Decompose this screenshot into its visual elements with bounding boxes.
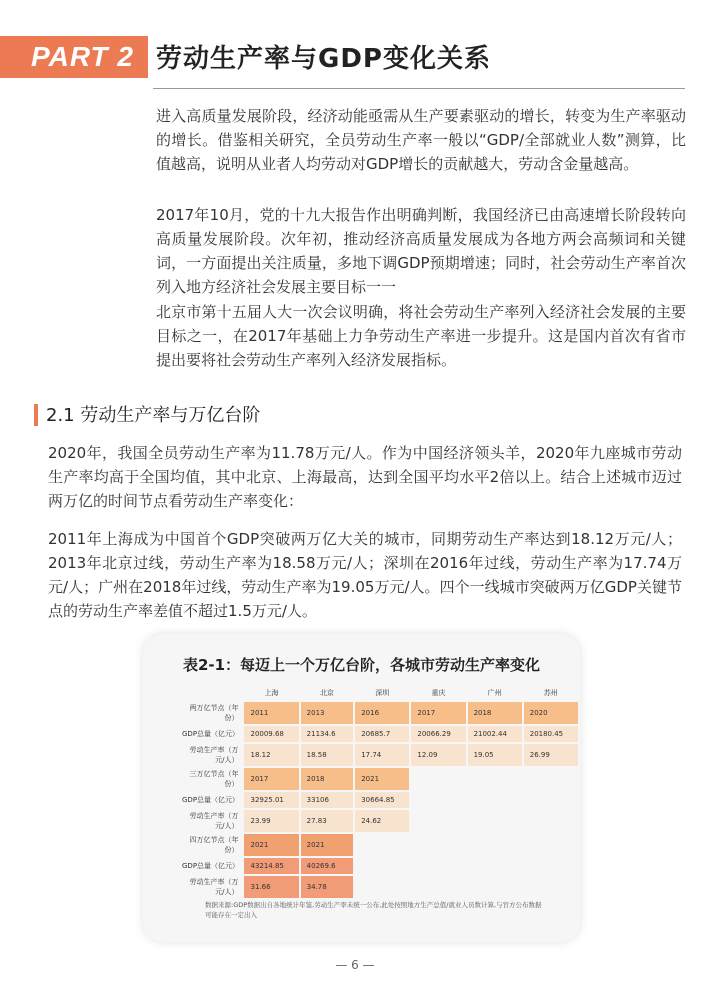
paragraph-1: 进入高质量发展阶段，经济动能亟需从生产要素驱动的增长，转变为生产率驱动的增长。借鉴相关研究，全员劳动生产率一般以“GDP/全部就业人数”测算，比值越高，说明从业者人均劳动对GDP增长的贡献越大，劳动含金量越高。	[156, 107, 686, 173]
table-card	[143, 634, 580, 942]
table-cell: 23.99	[244, 810, 298, 832]
table-cell: 21002.44	[468, 726, 522, 742]
table-cell: 43214.85	[244, 858, 298, 874]
table-header-row	[181, 686, 578, 700]
table-cell	[411, 768, 465, 790]
table-cell: 2017	[411, 702, 465, 724]
row-label: 三万亿节点（年份）	[181, 768, 242, 790]
part-badge: PART 2	[0, 36, 148, 78]
table-cell: 31.66	[244, 876, 298, 898]
section-paragraph-2: 2011年上海成为中国首个GDP突破两万亿大关的城市，同期劳动生产率达到18.12万元/人；2013年北京过线，劳动生产率为18.58万元/人；深圳在2016年过线，劳动生产率为17.74万元/人；广州在2018年过线，劳动生产率为19.05万元/人。四个一线城市突破两万亿GDP关键节点的劳动生产率差值不超过1.5万元/人。	[48, 530, 682, 620]
table-cell	[411, 876, 465, 898]
table-cell: 19.05	[468, 744, 522, 766]
table-cell	[524, 810, 578, 832]
row-label: 劳动生产率（万元/人）	[181, 744, 242, 766]
table-cell: 33106	[301, 792, 354, 808]
table-cell	[411, 858, 465, 874]
column-header: 上海	[264, 689, 279, 697]
table-cell	[411, 810, 465, 832]
row-label: GDP总量（亿元）	[181, 792, 242, 808]
table-cell: 2021	[301, 834, 354, 856]
table-cell: 2016	[355, 702, 409, 724]
page-title: 劳动生产率与GDP变化关系	[156, 44, 491, 74]
table-cell: 32925.01	[244, 792, 298, 808]
row-label: 劳动生产率（万元/人）	[181, 810, 242, 832]
table-cell: 2021	[244, 834, 298, 856]
table-cell: 2017	[244, 768, 298, 790]
table-cell	[411, 834, 465, 856]
productivity-table	[179, 684, 580, 900]
section-paragraph-1: 2020年，我国全员劳动生产率为11.78万元/人。作为中国经济领头羊，2020年九座城市劳动生产率均高于全国均值，其中北京、上海最高，达到全国平均水平2倍以上。结合上述城市迈过两万亿的时间节点看劳动生产率变化：	[48, 444, 682, 510]
table-cell: 20685.7	[355, 726, 409, 742]
row-label: GDP总量（亿元）	[181, 726, 242, 742]
table-row	[181, 810, 578, 832]
table-cell: 40269.6	[301, 858, 354, 874]
table-cell: 21134.6	[301, 726, 354, 742]
table-cell: 17.74	[355, 744, 409, 766]
table-cell: 24.62	[355, 810, 409, 832]
table-cell	[468, 834, 522, 856]
column-header: 深圳	[375, 689, 390, 697]
table-cell	[468, 810, 522, 832]
table-cell	[411, 792, 465, 808]
table-source-note: 数据来源:GDP数据出自各地统计年鉴,劳动生产率未统一公布,此处按照地方生产总值/就业人员数计算,与官方公布数据可能存在一定出入	[205, 901, 542, 919]
table-cell	[524, 834, 578, 856]
table-cell	[524, 768, 578, 790]
table-cell	[524, 858, 578, 874]
table-cell	[355, 876, 409, 898]
column-header: 苏州	[543, 689, 558, 697]
table-cell: 12.09	[411, 744, 465, 766]
table-cell: 34.78	[301, 876, 354, 898]
table-cell	[468, 792, 522, 808]
row-label: GDP总量（亿元）	[181, 858, 242, 874]
column-header: 北京	[319, 689, 334, 697]
column-header: 重庆	[431, 689, 446, 697]
table-cell: 2018	[301, 768, 354, 790]
page-number: — 6 —	[335, 958, 375, 972]
table-cell	[524, 876, 578, 898]
title-divider	[153, 88, 685, 89]
row-label: 两万亿节点（年份）	[181, 702, 242, 724]
table-cell	[468, 858, 522, 874]
table-cell	[468, 768, 522, 790]
table-cell: 18.58	[301, 744, 354, 766]
row-label: 劳动生产率（万元/人）	[181, 876, 242, 898]
table-row	[181, 792, 578, 808]
table-cell: 2018	[468, 702, 522, 724]
table-row	[181, 744, 578, 766]
row-label: 四万亿节点（年份）	[181, 834, 242, 856]
table-row	[181, 834, 578, 856]
table-row	[181, 858, 578, 874]
table-cell: 2021	[355, 768, 409, 790]
table-row	[181, 702, 578, 724]
table-cell: 30664.85	[355, 792, 409, 808]
table-cell: 20009.68	[244, 726, 298, 742]
table-row	[181, 768, 578, 790]
paragraph-2: 2017年10月，党的十九大报告作出明确判断，我国经济已由高速增长阶段转向高质量发展阶段。次年初，推动经济高质量发展成为各地方两会高频词和关键词，一方面提出关注质量，多地下调GDP预期增速；同时，社会劳动生产率首次列入地方经济社会发展主要目标一一	[156, 206, 686, 296]
section-marker	[34, 404, 38, 426]
table-cell: 2013	[301, 702, 354, 724]
table-row	[181, 876, 578, 898]
table-cell: 2011	[244, 702, 298, 724]
table-cell: 18.12	[244, 744, 298, 766]
table-title: 表2-1：每迈上一个万亿台阶，各城市劳动生产率变化	[182, 656, 541, 674]
table-cell	[355, 858, 409, 874]
table-cell	[468, 876, 522, 898]
table-cell	[355, 834, 409, 856]
table-cell	[524, 792, 578, 808]
header-empty	[181, 686, 242, 700]
paragraph-3: 北京市第十五届人大一次会议明确，将社会劳动生产率列入经济社会发展的主要目标之一，在2017年基础上力争劳动生产率进一步提升。这是国内首次有省市提出要将社会劳动生产率列入经济发展指标。	[156, 303, 686, 369]
table-cell: 20180.45	[524, 726, 578, 742]
table-row	[181, 726, 578, 742]
column-header: 广州	[487, 689, 502, 697]
table-cell: 26.99	[524, 744, 578, 766]
table-cell: 2020	[524, 702, 578, 724]
section-title: 2.1 劳动生产率与万亿台阶	[46, 405, 261, 426]
table-cell: 27.83	[301, 810, 354, 832]
table-cell: 20066.29	[411, 726, 465, 742]
